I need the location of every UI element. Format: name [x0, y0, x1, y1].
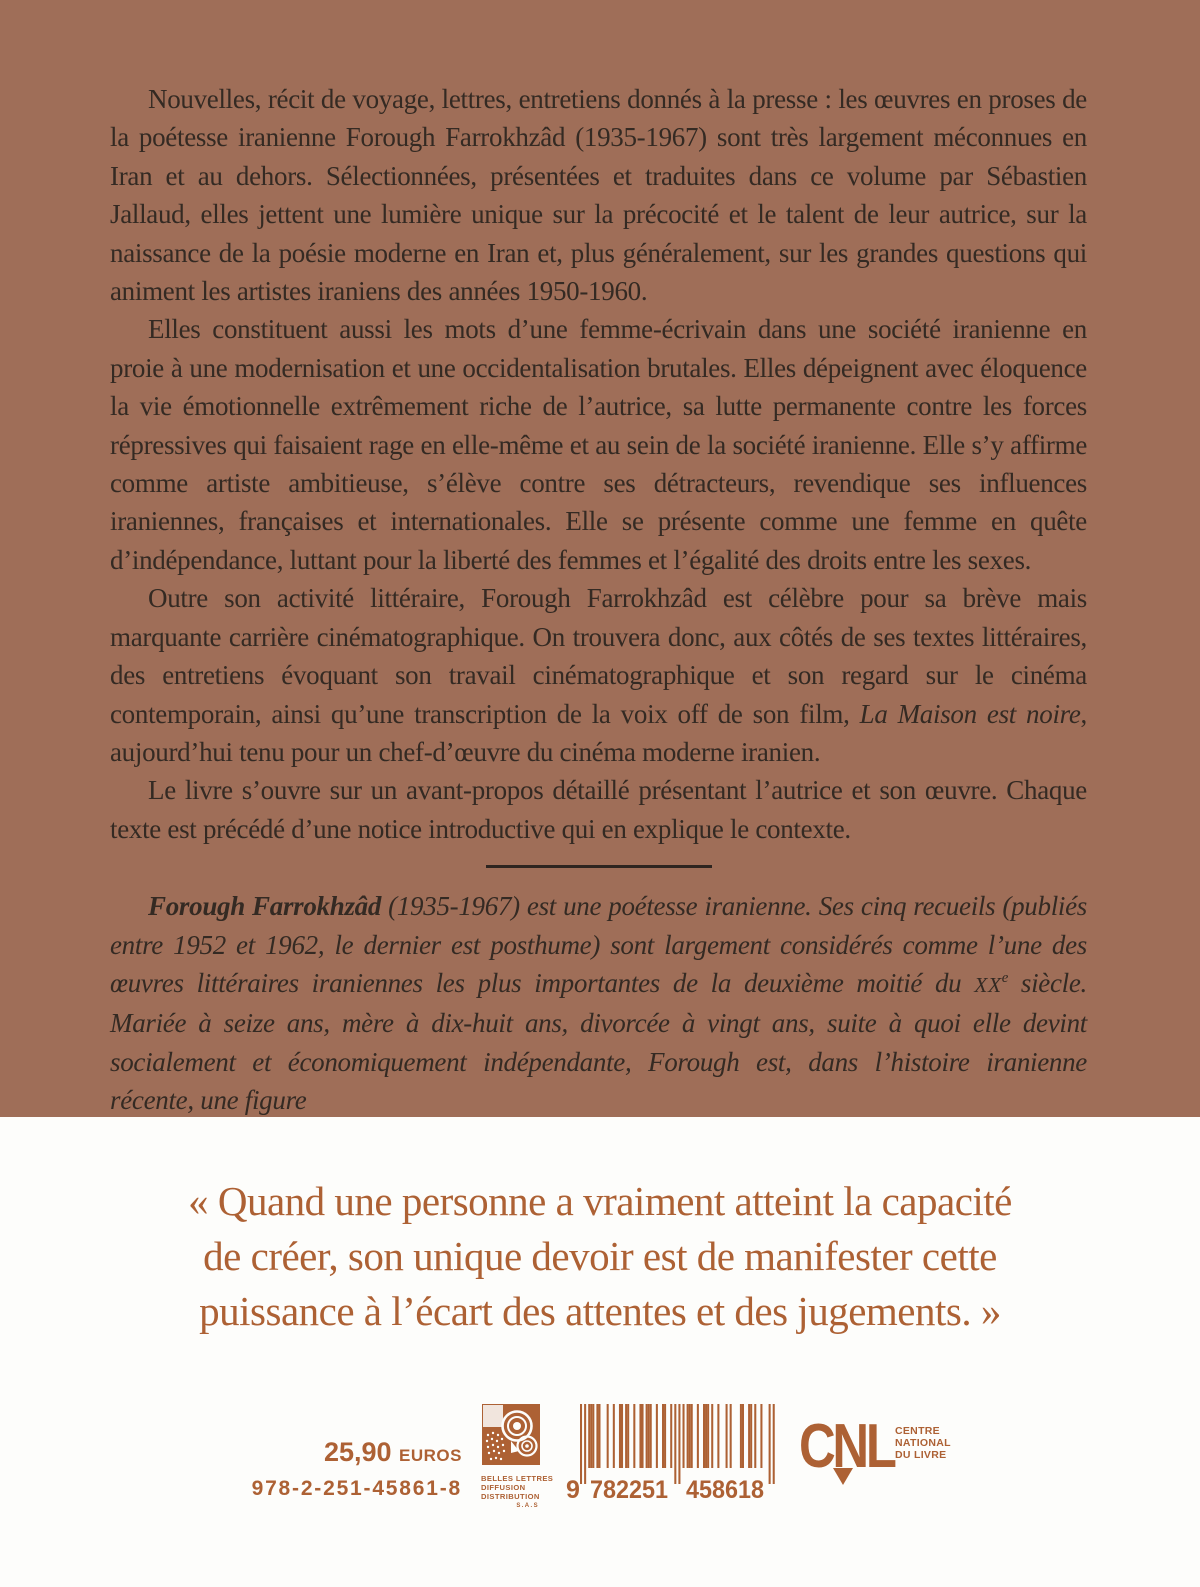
synopsis-paragraph-2: Elles constituent aussi les mots d’une femme-écrivain dans une société iranienne en proie à une modernisation et une occidentalisation brutales. Elles dépeignent avec éloquence la vie émotionnelle extrêmement riche de l’autrice, sa lutte permanente contre les forces répressives qui faisaient rage en elle-même et au sein de la société iranienne. Elle s’y affirme comme artiste ambitieuse, s’élève contre ses détracteurs, revendique ses influences iraniennes, françaises et internationales. Elle se présente comme une femme en quête d’indépendance, luttant pour la liberté des femmes et l’égalité des droits entre les sexes.	[110, 314, 1087, 575]
author-bio	[110, 887, 1087, 1117]
quote-line-3: puissance à l’écart des attentes et des jugements. »	[199, 1288, 1001, 1334]
text-block	[110, 80, 1087, 1117]
owl-icon	[481, 1403, 541, 1466]
paragraph-3-text: Outre son activité littéraire, Forough Farrokhzâd est célèbre pour sa brève mais marquante carrière cinématographique. On trouvera donc, aux côtés de ses textes littéraires, des entretiens évoquant son travail cinématographique et son regard sur le cinéma contemporain, ainsi qu’une transcription de la voix off de son film,	[110, 583, 1087, 729]
author-name: Forough Farrokhzâd	[148, 891, 382, 922]
publisher-line-3: DISTRIBUTION	[481, 1491, 540, 1501]
cnl-acronym: CNL	[799, 1412, 894, 1481]
century-numeral: XX	[974, 972, 1002, 997]
quote-line-2: de créer, son unique devoir est de manifester cette	[203, 1233, 997, 1279]
price-block	[212, 1437, 462, 1501]
synopsis-paragraph-1: Nouvelles, récit de voyage, lettres, entretiens donnés à la presse : les œuvres en proses de la poétesse iranienne Forough Farrokhzâd (1935-1967) sont très largement méconnues en Iran et au dehors. Sélectionnées, présentées et traduites dans ce volume par Sébastien Jallaud, elles jettent une lumière unique sur la précocité et le talent de leur autrice, sur la naissance de la poésie moderne en Iran et, plus généralement, sur les grandes questions qui animent les artistes iraniens des années 1950-1960.	[110, 84, 1087, 307]
quote-line-1: « Quand une personne a vraiment atteint la capacité	[188, 1178, 1012, 1224]
svg-text:9: 9	[566, 1476, 580, 1502]
century-superscript: e	[1001, 969, 1008, 986]
section-divider	[486, 865, 712, 868]
bio-text-end: siècle. Mariée à seize ans, mère à dix-huit ans, divorcée à vingt ans, suite à quoi elle devint socialement et économiquement indépendante, Forough est, dans l’histoire iranienne récente, une figure	[110, 967, 1087, 1116]
paragraph-3-text-end: , aujourd’hui tenu pour un chef-d’œuvre du cinéma moderne iranien.	[110, 698, 1087, 767]
barcode-image	[566, 1404, 778, 1502]
publisher-name	[481, 1474, 554, 1511]
belles-lettres-logo	[481, 1403, 554, 1511]
svg-text:458618: 458618	[686, 1476, 765, 1502]
cnl-n-descender-icon	[833, 1468, 853, 1485]
price-amount: 25,90	[323, 1437, 392, 1467]
price	[212, 1437, 462, 1468]
film-title: La Maison est noire	[859, 698, 1081, 729]
pull-quote	[0, 1117, 1200, 1339]
cnl-line-1: CENTRE	[895, 1425, 940, 1437]
publisher-sas: S.A.S	[516, 1503, 539, 1510]
isbn: 978-2-251-45861-8	[251, 1477, 462, 1500]
synopsis-paragraph-4: Le livre s’ouvre sur un avant-propos détaillé présentant l’autrice et son œuvre. Chaque texte est précédé d’une notice introductive qui en explique le contexte.	[110, 775, 1087, 844]
price-currency: EUROS	[399, 1446, 462, 1465]
barcode	[566, 1404, 778, 1502]
cnl-logo	[799, 1412, 951, 1502]
publisher-line-2: DIFFUSION	[481, 1482, 526, 1492]
svg-text:782251: 782251	[590, 1476, 669, 1502]
synopsis-paragraph-3	[110, 579, 1087, 771]
cnl-line-3: DU LIVRE	[895, 1449, 947, 1461]
footer-section	[0, 1117, 1200, 1587]
publisher-line-1: BELLES LETTRES	[481, 1474, 554, 1483]
bio-text: (1935-1967) est une poétesse iranienne. Ses cinq recueils (publiés entre 1952 et 1962, le dernier est posthume) sont largement considérés comme l’une des œuvres littéraires iraniennes les plus importantes de la deuxième moitié du	[110, 891, 1087, 998]
cnl-line-2: NATIONAL	[895, 1437, 951, 1449]
cnl-full-name	[895, 1425, 951, 1461]
